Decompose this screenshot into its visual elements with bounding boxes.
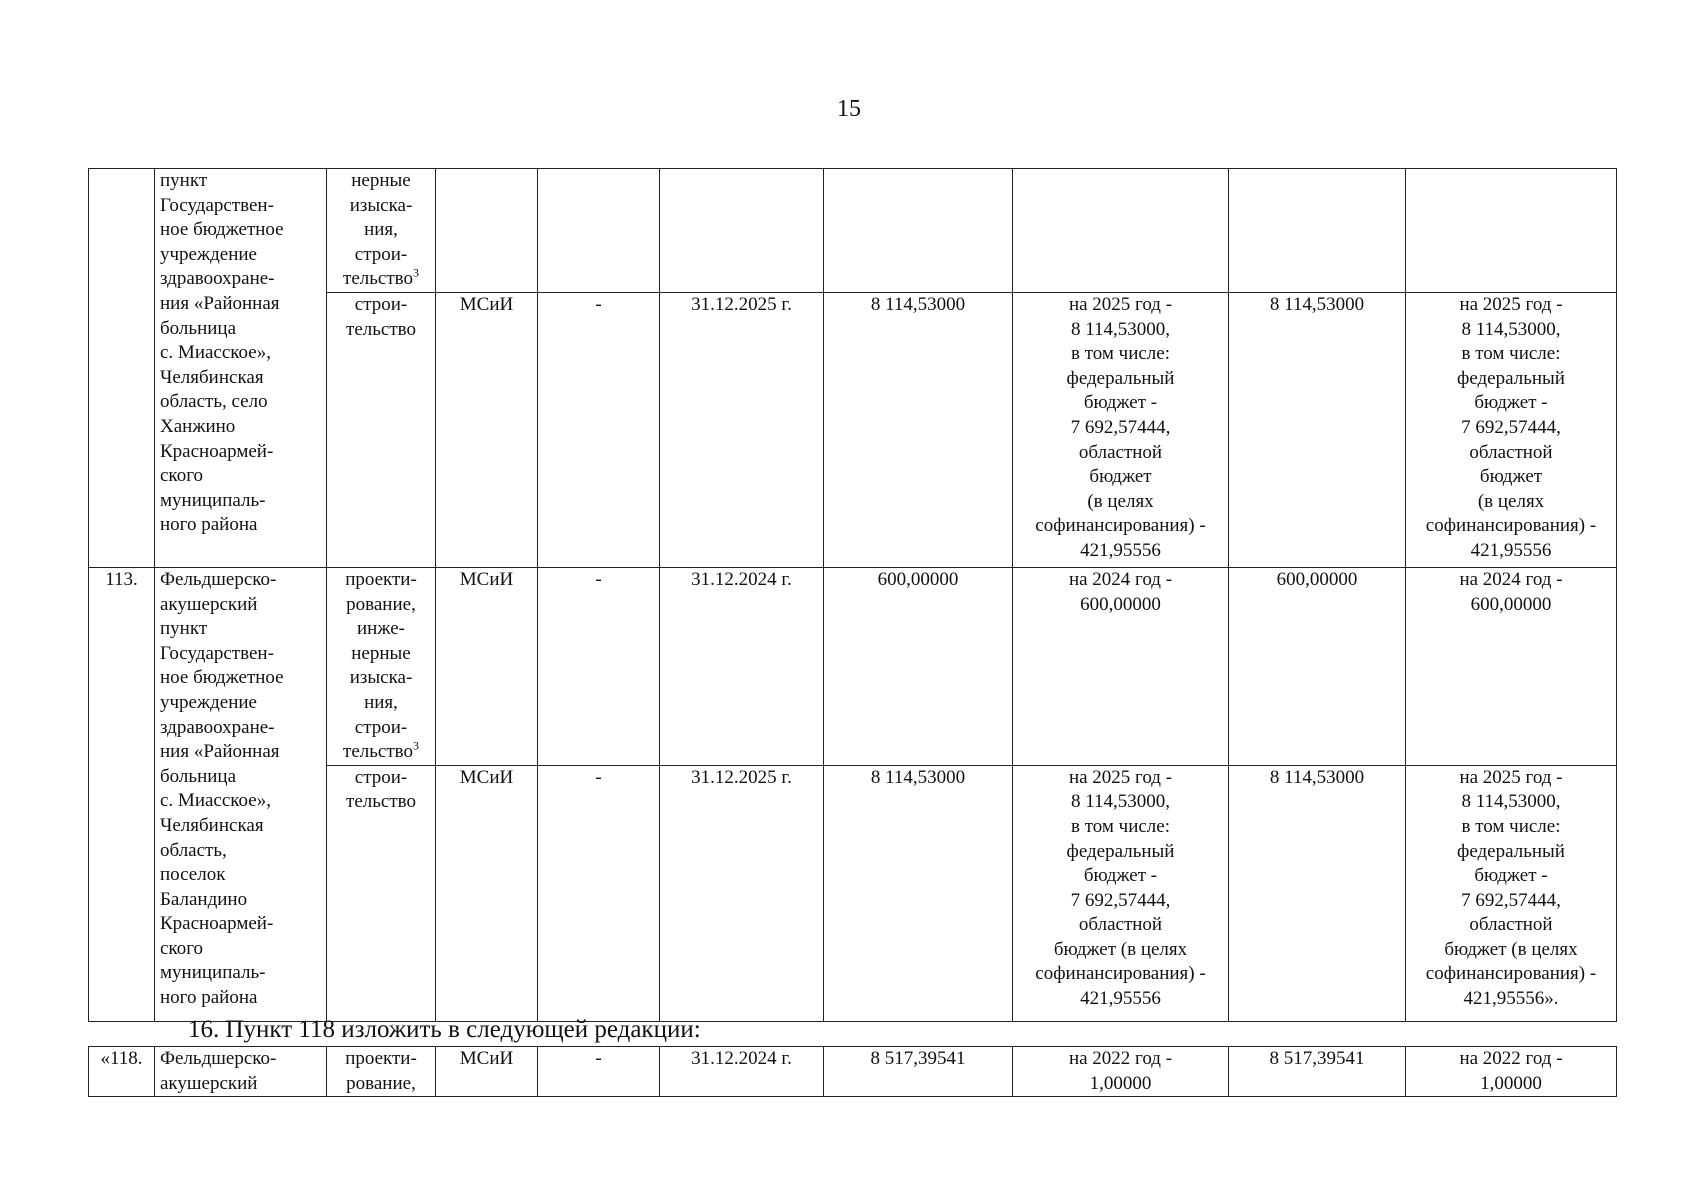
work-type-cell <box>327 169 436 293</box>
footnote-mark: 3 <box>412 738 419 753</box>
funding-cell: на 2024 год - 600,00000 <box>1013 567 1229 765</box>
work-type-cell <box>327 567 436 765</box>
dash-cell: - <box>538 292 660 567</box>
funding-cell: на 2025 год - 8 114,53000, в том числе: федеральный бюджет - 7 692,57444, областной бюджет (в целях софинансирования) - 421,95556 <box>1013 765 1229 1021</box>
number-cell <box>89 169 155 568</box>
dash-cell: - <box>538 567 660 765</box>
work-type-cell: строи- тельство <box>327 765 436 1021</box>
cost-cell: 8 517,39541 <box>824 1047 1013 1097</box>
cost2-cell: 8 517,39541 <box>1229 1047 1406 1097</box>
work-type-cell: проекти- рование, <box>327 1047 436 1097</box>
footnote-mark: 3 <box>412 266 419 281</box>
object-name-cell: Фельдшерско- акушерский <box>155 1047 327 1097</box>
work-type-text: проекти- рование, инже- нерные изыска- ния, строи- тельство <box>343 568 417 763</box>
cost-cell: 600,00000 <box>824 567 1013 765</box>
funding2-cell: на 2022 год - 1,00000 <box>1406 1047 1617 1097</box>
investment-table <box>88 168 1617 1022</box>
dash-cell <box>538 169 660 293</box>
page-number: 15 <box>837 96 861 122</box>
dash-cell: - <box>538 1047 660 1097</box>
cost2-cell <box>1229 169 1406 293</box>
funding2-cell: на 2024 год - 600,00000 <box>1406 567 1617 765</box>
deadline-cell: 31.12.2025 г. <box>660 292 824 567</box>
deadline-cell: 31.12.2024 г. <box>660 567 824 765</box>
customer-cell: МСиИ <box>436 567 538 765</box>
dash-cell: - <box>538 765 660 1021</box>
funding2-cell: на 2025 год - 8 114,53000, в том числе: федеральный бюджет - 7 692,57444, областной бюджет (в целях софинансирования) - 421,95556 <box>1406 292 1617 567</box>
table-row <box>89 169 1617 293</box>
cost-cell: 8 114,53000 <box>824 292 1013 567</box>
cost-cell <box>824 169 1013 293</box>
cost2-cell: 600,00000 <box>1229 567 1406 765</box>
funding-cell <box>1013 169 1229 293</box>
funding-cell: на 2022 год - 1,00000 <box>1013 1047 1229 1097</box>
item-118-table <box>88 1046 1617 1097</box>
amendment-paragraph: 16. Пункт 118 изложить в следующей редакции: <box>188 1016 701 1043</box>
work-type-cell: строи- тельство <box>327 292 436 567</box>
funding2-cell <box>1406 169 1617 293</box>
number-cell: 113. <box>89 567 155 1021</box>
deadline-cell <box>660 169 824 293</box>
object-name-cell: Фельдшерско- акушерский пункт Государствен- ное бюджетное учреждение здравоохране- ния «Районная больница с. Миасское», Челябинская область, поселок Баландино Красноармей- ского муниципаль- ного района <box>155 567 327 1021</box>
number-cell: «118. <box>89 1047 155 1097</box>
customer-cell: МСиИ <box>436 765 538 1021</box>
cost2-cell: 8 114,53000 <box>1229 292 1406 567</box>
work-type-text: нерные изыска- ния, строи- тельство <box>343 170 413 290</box>
object-name-cell: пункт Государствен- ное бюджетное учреждение здравоохране- ния «Районная больница с. Миасское», Челябинская область, село Ханжино Красноармей- ского муниципаль- ного района <box>155 169 327 568</box>
cost2-cell: 8 114,53000 <box>1229 765 1406 1021</box>
funding2-cell: на 2025 год - 8 114,53000, в том числе: федеральный бюджет - 7 692,57444, областной бюджет (в целях софинансирования) - 421,95556». <box>1406 765 1617 1021</box>
funding-cell: на 2025 год - 8 114,53000, в том числе: федеральный бюджет - 7 692,57444, областной бюджет (в целях софинансирования) - 421,95556 <box>1013 292 1229 567</box>
customer-cell: МСиИ <box>436 1047 538 1097</box>
table-row <box>89 567 1617 765</box>
customer-cell <box>436 169 538 293</box>
table-row <box>89 1047 1617 1097</box>
customer-cell: МСиИ <box>436 292 538 567</box>
deadline-cell: 31.12.2024 г. <box>660 1047 824 1097</box>
cost-cell: 8 114,53000 <box>824 765 1013 1021</box>
deadline-cell: 31.12.2025 г. <box>660 765 824 1021</box>
